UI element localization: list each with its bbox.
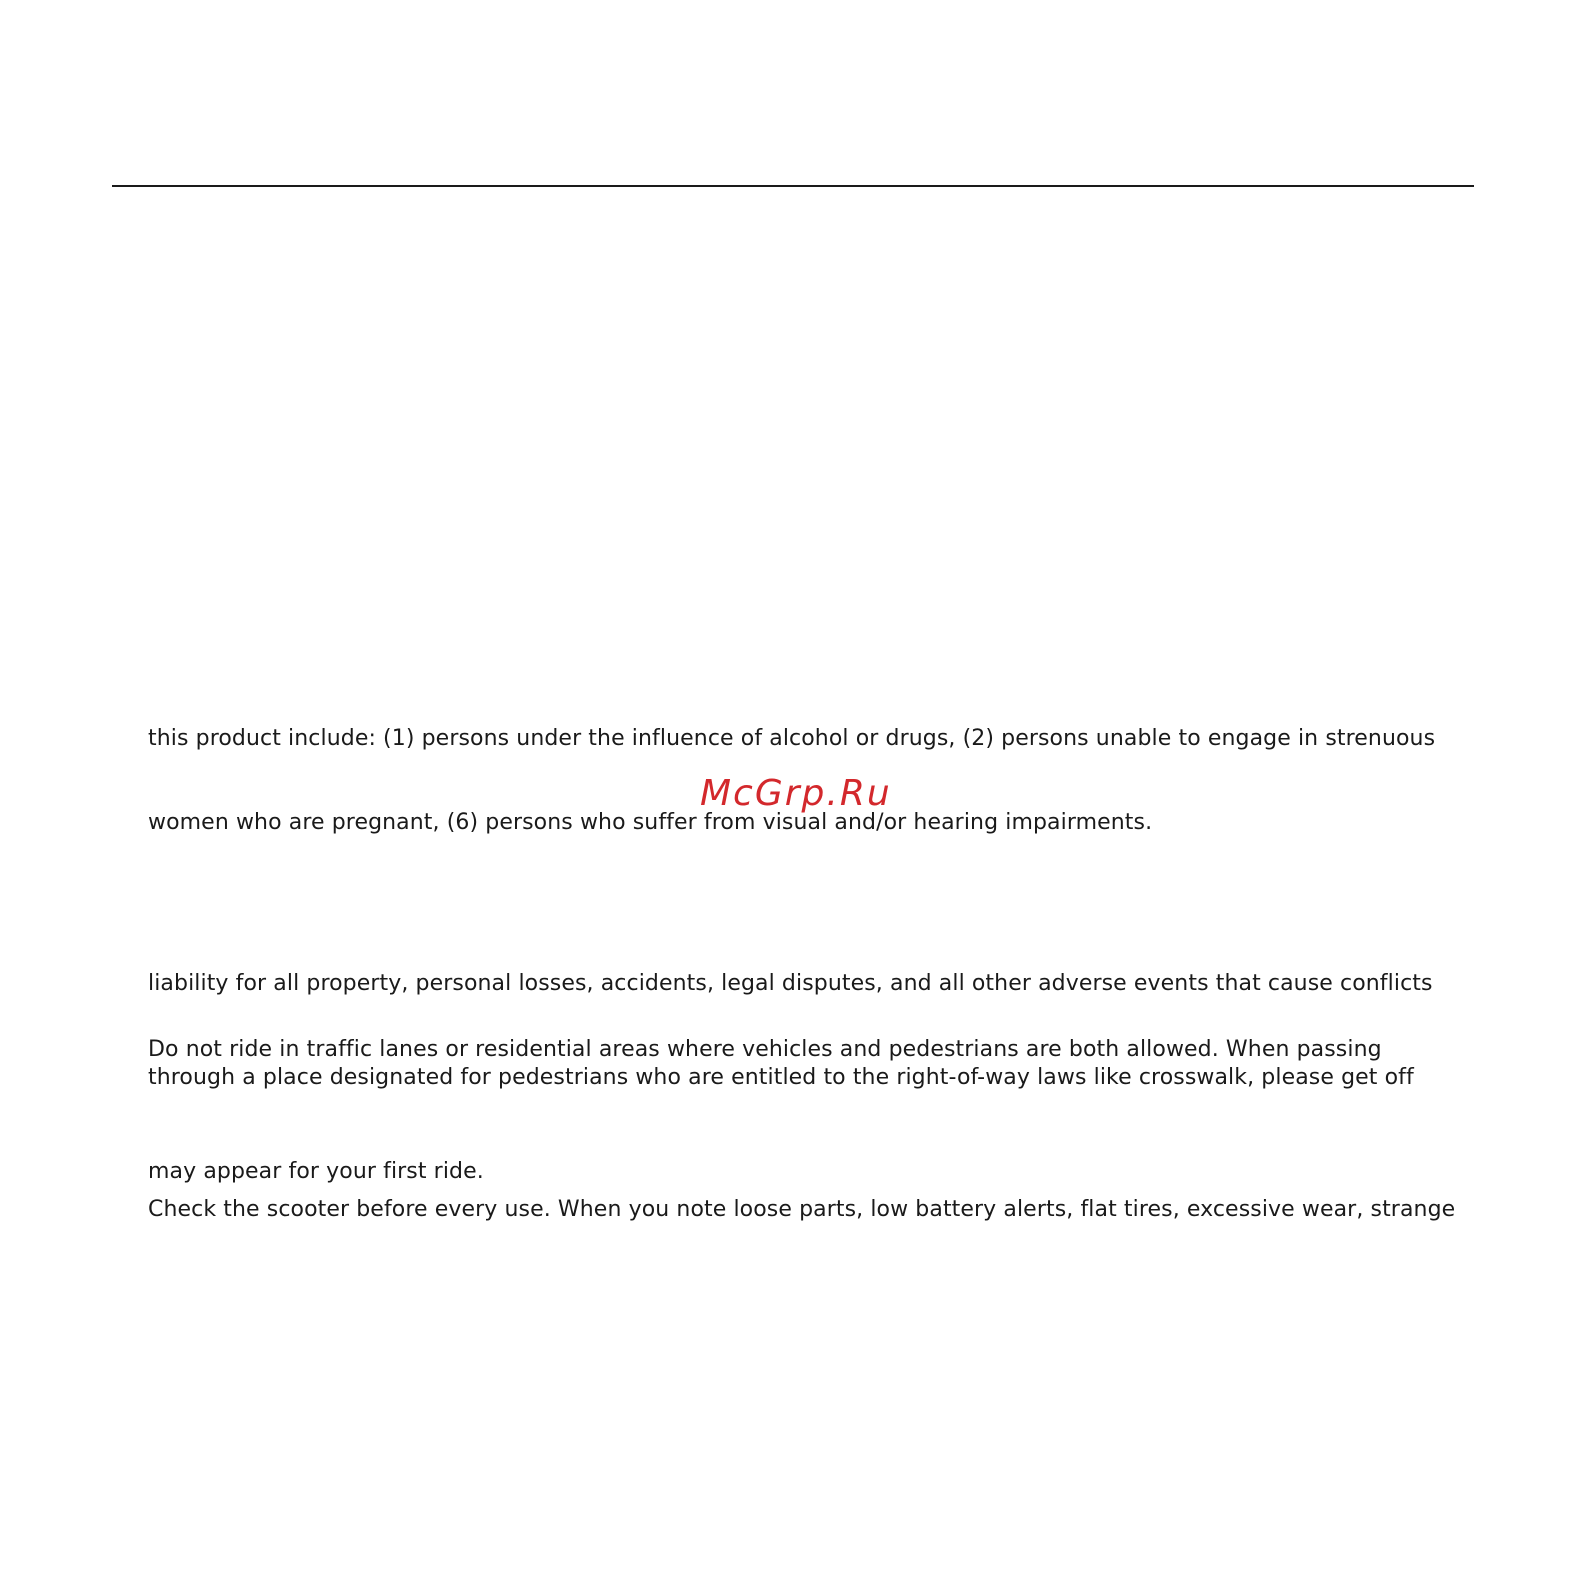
text-line-underage-persons: this product include: (1) persons under the influence of alcohol or drugs, (2) persons unable to engage in strenuous — [148, 726, 1436, 751]
watermark-logo: McGrp.Ru — [700, 773, 892, 814]
text-line-pregnant-women: women who are pregnant, (6) persons who suffer from visual and/or hearing impairments. — [148, 810, 1153, 835]
text-line-check-scooter: Check the scooter before every use. When you note loose parts, low battery alerts, flat tires, excessive wear, strange — [148, 1197, 1456, 1222]
text-line-liability: liability for all property, personal losses, accidents, legal disputes, and all other adverse events that cause conflicts — [148, 971, 1433, 996]
text-line-first-ride: may appear for your first ride. — [148, 1159, 484, 1184]
text-line-traffic-lanes: Do not ride in traffic lanes or residential areas where vehicles and pedestrians are both allowed. When passing — [148, 1037, 1382, 1062]
text-line-crosswalk: through a place designated for pedestrians who are entitled to the right-of-way laws like crosswalk, please get off — [148, 1065, 1414, 1090]
header-divider — [112, 185, 1474, 187]
